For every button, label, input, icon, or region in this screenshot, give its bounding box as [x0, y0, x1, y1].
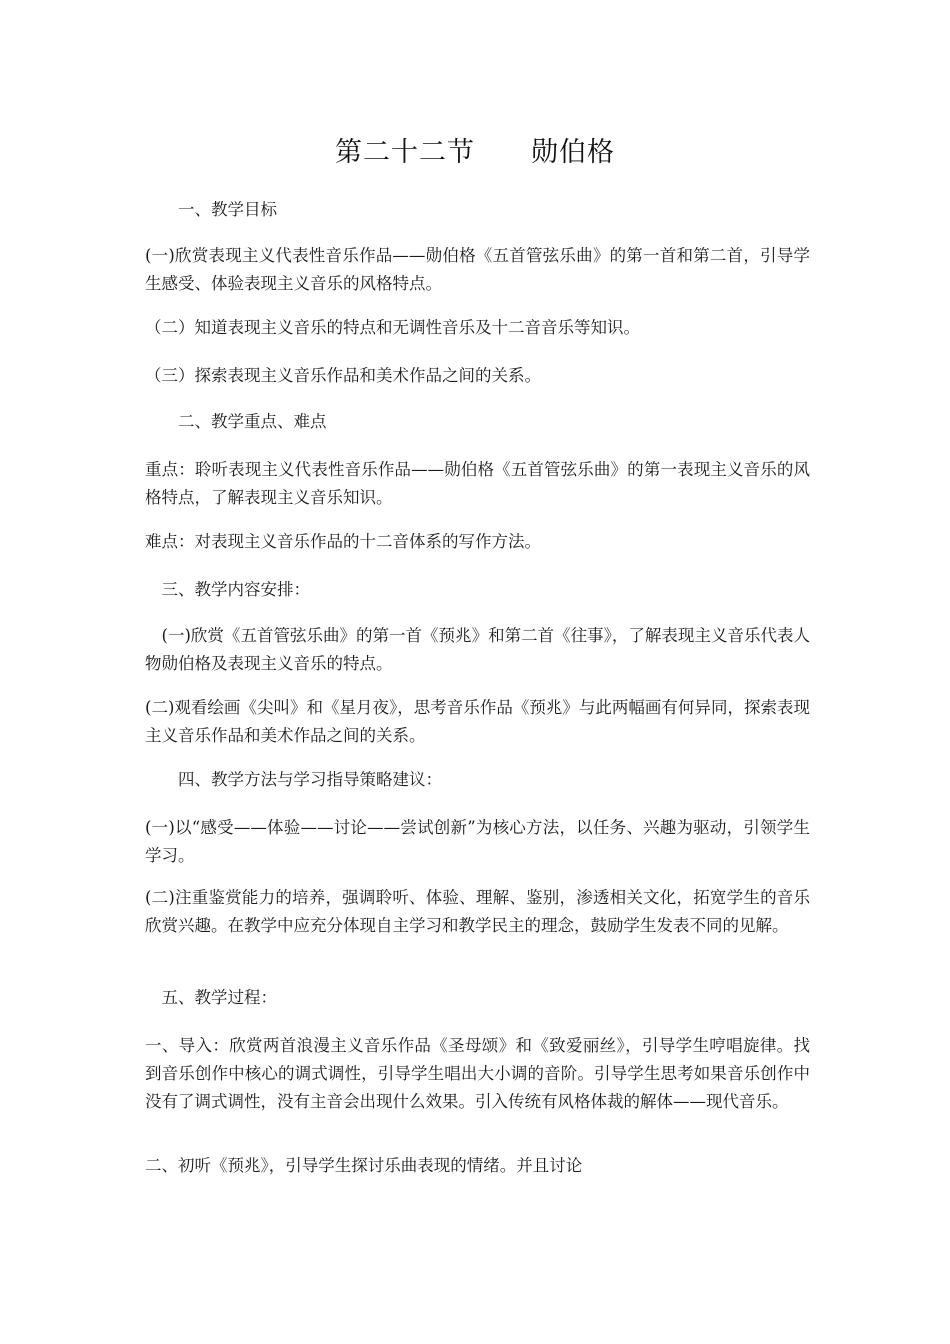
section-heading-4: 四、教学方法与学习指导策略建议：	[145, 770, 442, 789]
paragraph-objective-3: （三）探索表现主义音乐作品和美术作品之间的关系。	[145, 366, 541, 385]
paragraph-key-point: 重点：聆听表现主义代表性音乐作品——勋伯格《五首管弦乐曲》的第一表现主义音乐的风格特点，了解表现主义音乐知识。	[145, 460, 810, 507]
section-heading-1: 一、教学目标	[145, 200, 277, 219]
paragraph-objective-1: (一)欣赏表现主义代表性音乐作品——勋伯格《五首管弦乐曲》的第一首和第二首，引导学生感受、体验表现主义音乐的风格特点。	[145, 246, 810, 293]
paragraph-method-2: (二)注重鉴赏能力的培养，强调聆听、体验、理解、鉴别，渗透相关文化，拓宽学生的音乐欣赏兴趣。在教学中应充分体现自主学习和教学民主的理念，鼓励学生发表不同的见解。	[145, 888, 810, 935]
paragraph-objective-2: （二）知道表现主义音乐的特点和无调性音乐及十二音音乐等知识。	[145, 318, 640, 337]
page-title: 第二十二节 勋伯格	[335, 137, 615, 168]
paragraph-process-1: 一、导入：欣赏两首浪漫主义音乐作品《圣母颂》和《致爱丽丝》，引导学生哼唱旋律。找到音乐创作中核心的调式调性，引导学生唱出大小调的音阶。引导学生思考如果音乐创作中没有了调式调性，没有主音会出现什么效果。引入传统有风格体裁的解体——现代音乐。	[145, 1036, 810, 1111]
paragraph-method-1: (一)以“感受——体验——讨论——尝试创新”为核心方法，以任务、兴趣为驱动，引领学生学习。	[145, 818, 810, 865]
section-heading-3: 三、教学内容安排：	[145, 580, 310, 599]
paragraph-content-2: (二)观看绘画《尖叫》和《星月夜》，思考音乐作品《预兆》与此两幅画有何异同，探索表现主义音乐作品和美术作品之间的关系。	[145, 698, 810, 745]
section-heading-5: 五、教学过程：	[145, 988, 277, 1007]
section-heading-2: 二、教学重点、难点	[145, 412, 327, 431]
paragraph-content-1: (一)欣赏《五首管弦乐曲》的第一首《预兆》和第二首《往事》，了解表现主义音乐代表人物勋伯格及表现主义音乐的特点。	[145, 626, 810, 673]
paragraph-process-2: 二、初听《预兆》，引导学生探讨乐曲表现的情绪。并且讨论	[145, 1156, 583, 1175]
paragraph-difficulty: 难点：对表现主义音乐作品的十二音体系的写作方法。	[145, 532, 541, 551]
